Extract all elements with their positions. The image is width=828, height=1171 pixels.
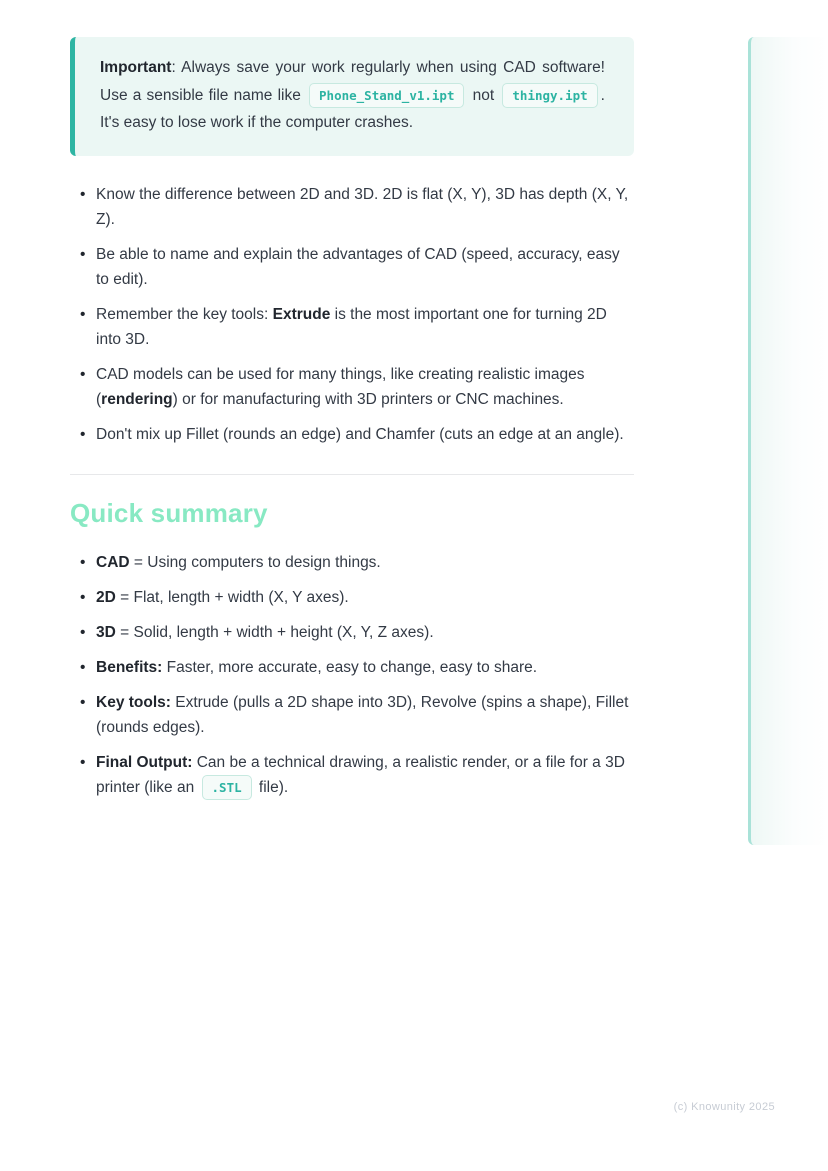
text-run: Extrude (pulls a 2D shape into 3D), Revolve (spins a shape), Fillet (rounds edges). — [96, 693, 629, 736]
quick-summary-heading: Quick summary — [70, 497, 268, 528]
text-run: file). — [254, 778, 289, 796]
quick-summary-list — [70, 550, 634, 800]
bold-text: 2D — [96, 588, 116, 606]
list-item — [80, 690, 634, 740]
bold-text: rendering — [101, 390, 173, 408]
bold-text: Final Output: — [96, 753, 193, 771]
list-item — [80, 620, 634, 645]
text-run: Remember the key tools: — [96, 305, 273, 323]
text-run: = Using computers to design things. — [129, 553, 381, 571]
text-run: Can be a technical drawing, a realistic render, or a file for a 3D printer (like an — [96, 753, 625, 796]
text-run: Be able to name and explain the advantages of CAD (speed, accuracy, easy to edit). — [96, 245, 620, 288]
list-item — [80, 750, 634, 800]
section-divider — [70, 474, 634, 475]
text-run: is the most important one for turning 2D into 3D. — [96, 305, 607, 348]
bold-text: Extrude — [272, 305, 331, 323]
text-run: = Flat, length + width (X, Y axes). — [115, 588, 349, 606]
text-run: Don't mix up Fillet (rounds an edge) and Chamfer (cuts an edge at an angle). — [96, 425, 624, 443]
bold-text: Important — [100, 59, 172, 76]
bold-text: Benefits: — [96, 658, 163, 676]
code-chip: .STL — [202, 775, 252, 800]
text-run: CAD models can be used for many things, like creating realistic images ( — [96, 365, 585, 408]
list-item — [80, 362, 634, 412]
text-run: : Always save your work regularly when using CAD software! Use a sensible file name like — [100, 59, 605, 104]
bold-text: Key tools: — [96, 693, 171, 711]
list-item — [80, 242, 634, 292]
next-column-callout-edge — [748, 37, 828, 845]
content-column — [70, 0, 634, 810]
list-item — [80, 655, 634, 680]
code-chip: thingy.ipt — [502, 83, 597, 108]
text-run: = Solid, length + width + height (X, Y, Z axes). — [115, 623, 434, 641]
text-run: Know the difference between 2D and 3D. 2D is flat (X, Y), 3D has depth (X, Y, Z). — [96, 185, 629, 228]
important-callout — [70, 37, 634, 156]
text-run: Faster, more accurate, easy to change, easy to share. — [162, 658, 538, 676]
code-chip: Phone_Stand_v1.ipt — [309, 83, 464, 108]
list-item — [80, 550, 634, 575]
list-item — [80, 302, 634, 352]
copyright-footer: (c) Knowunity 2025 — [673, 1101, 775, 1113]
list-item — [80, 422, 634, 447]
list-item — [80, 585, 634, 610]
exam-tips-list — [70, 182, 634, 447]
callout-text — [100, 54, 605, 137]
list-item — [80, 182, 634, 232]
bold-text: CAD — [96, 553, 130, 571]
bold-text: 3D — [96, 623, 116, 641]
text-run: not — [467, 86, 500, 104]
text-run: . It's easy to lose work if the computer crashes. — [100, 86, 605, 131]
text-run: ) or for manufacturing with 3D printers or CNC machines. — [172, 390, 564, 408]
